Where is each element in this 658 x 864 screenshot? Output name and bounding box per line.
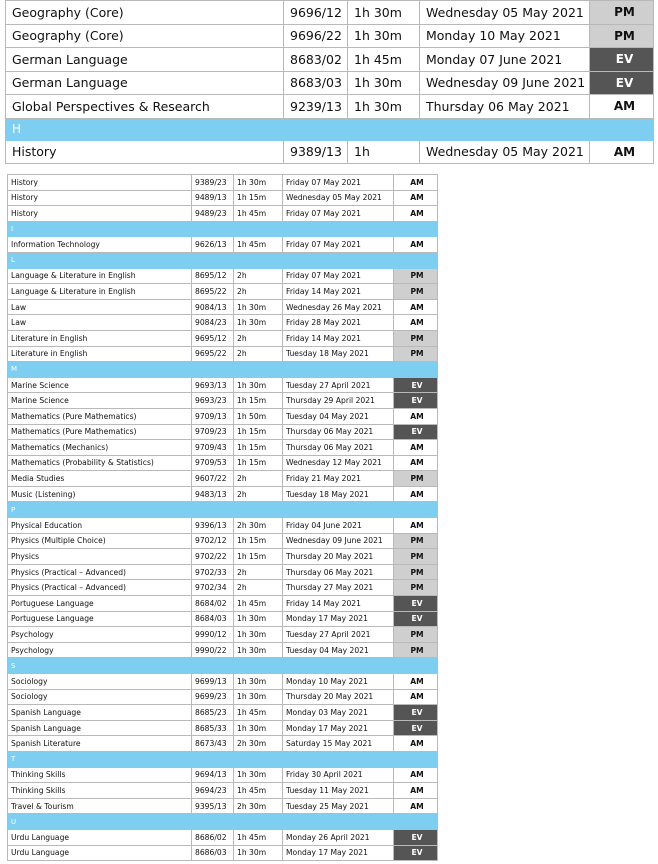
duration-cell: 2h <box>234 471 283 487</box>
section-letter: I <box>8 221 438 237</box>
duration-cell: 2h <box>234 268 283 284</box>
section-letter: L <box>8 252 438 268</box>
letter-section-header <box>8 814 438 830</box>
subject-cell: Thinking Skills <box>8 783 192 799</box>
exam-date-cell: Friday 30 April 2021 <box>283 767 394 783</box>
exam-date-cell: Friday 14 May 2021 <box>283 596 394 612</box>
exam-row <box>8 408 438 424</box>
duration-cell: 1h 45m <box>234 829 283 845</box>
exam-date-cell: Friday 14 May 2021 <box>283 330 394 346</box>
exam-timetable-zoomed <box>5 0 654 164</box>
component-code-cell: 9709/23 <box>192 424 234 440</box>
subject-cell: Urdu Language <box>8 845 192 861</box>
exam-row <box>8 596 438 612</box>
section-letter: H <box>6 118 654 140</box>
exam-row <box>6 24 654 48</box>
component-code-cell: 9696/12 <box>284 1 348 25</box>
exam-row <box>8 767 438 783</box>
exam-date-cell: Friday 07 May 2021 <box>283 206 394 222</box>
session-cell: EV <box>394 424 438 440</box>
duration-cell: 1h 30m <box>234 689 283 705</box>
subject-cell: Portuguese Language <box>8 596 192 612</box>
exam-date-cell: Friday 21 May 2021 <box>283 471 394 487</box>
component-code-cell: 8686/02 <box>192 829 234 845</box>
exam-date-cell: Thursday 06 May 2021 <box>283 424 394 440</box>
component-code-cell: 9709/43 <box>192 440 234 456</box>
exam-date-cell: Tuesday 11 May 2021 <box>283 783 394 799</box>
duration-cell: 1h 45m <box>234 206 283 222</box>
exam-row <box>8 783 438 799</box>
session-cell: PM <box>394 346 438 362</box>
exam-row <box>8 330 438 346</box>
subject-cell: Media Studies <box>8 471 192 487</box>
subject-cell: German Language <box>6 48 284 72</box>
component-code-cell: 9084/23 <box>192 315 234 331</box>
duration-cell: 1h 30m <box>234 627 283 643</box>
subject-cell: Literature in English <box>8 330 192 346</box>
exam-date-cell: Friday 07 May 2021 <box>283 237 394 253</box>
exam-row <box>8 346 438 362</box>
component-code-cell: 9389/23 <box>192 175 234 191</box>
section-letter: M <box>8 362 438 378</box>
session-cell: EV <box>394 705 438 721</box>
component-code-cell: 9084/13 <box>192 299 234 315</box>
exam-date-cell: Tuesday 18 May 2021 <box>283 346 394 362</box>
session-cell: EV <box>394 611 438 627</box>
subject-cell: History <box>6 140 284 164</box>
exam-row <box>8 533 438 549</box>
component-code-cell: 9389/13 <box>284 140 348 164</box>
exam-row <box>8 689 438 705</box>
duration-cell: 1h 45m <box>348 48 420 72</box>
component-code-cell: 8684/02 <box>192 596 234 612</box>
subject-cell: History <box>8 206 192 222</box>
component-code-cell: 9702/33 <box>192 564 234 580</box>
exam-row <box>8 705 438 721</box>
exam-date-cell: Monday 10 May 2021 <box>283 674 394 690</box>
duration-cell: 1h 45m <box>234 596 283 612</box>
duration-cell: 2h 30m <box>234 736 283 752</box>
component-code-cell: 9694/23 <box>192 783 234 799</box>
exam-date-cell: Monday 17 May 2021 <box>283 845 394 861</box>
subject-cell: Urdu Language <box>8 829 192 845</box>
subject-cell: Physics (Practical – Advanced) <box>8 564 192 580</box>
component-code-cell: 9693/13 <box>192 377 234 393</box>
duration-cell: 1h 30m <box>234 674 283 690</box>
section-letter: P <box>8 502 438 518</box>
exam-row <box>8 268 438 284</box>
exam-row <box>8 455 438 471</box>
exam-row <box>8 642 438 658</box>
exam-date-cell: Monday 07 June 2021 <box>420 48 590 72</box>
subject-cell: Portuguese Language <box>8 611 192 627</box>
duration-cell: 2h 30m <box>234 518 283 534</box>
session-cell: PM <box>394 268 438 284</box>
session-cell: EV <box>394 829 438 845</box>
subject-cell: Language & Literature in English <box>8 284 192 300</box>
component-code-cell: 9702/34 <box>192 580 234 596</box>
letter-section-header <box>8 252 438 268</box>
exam-date-cell: Tuesday 27 April 2021 <box>283 627 394 643</box>
duration-cell: 2h <box>234 346 283 362</box>
component-code-cell: 8673/43 <box>192 736 234 752</box>
exam-date-cell: Wednesday 05 May 2021 <box>420 1 590 25</box>
subject-cell: Geography (Core) <box>6 1 284 25</box>
session-cell: PM <box>394 330 438 346</box>
session-cell: AM <box>394 206 438 222</box>
component-code-cell: 9709/13 <box>192 408 234 424</box>
letter-section-header <box>8 751 438 767</box>
duration-cell: 1h 30m <box>348 24 420 48</box>
exam-date-cell: Thursday 20 May 2021 <box>283 549 394 565</box>
duration-cell: 1h 15m <box>234 424 283 440</box>
exam-row <box>8 190 438 206</box>
section-letter: U <box>8 814 438 830</box>
exam-row <box>8 798 438 814</box>
exam-row <box>8 845 438 861</box>
duration-cell: 1h 15m <box>234 440 283 456</box>
session-cell: AM <box>590 140 654 164</box>
exam-date-cell: Wednesday 09 June 2021 <box>420 71 590 95</box>
duration-cell: 1h 15m <box>234 533 283 549</box>
exam-row <box>8 549 438 565</box>
exam-date-cell: Friday 07 May 2021 <box>283 268 394 284</box>
component-code-cell: 9395/13 <box>192 798 234 814</box>
duration-cell: 1h 30m <box>234 315 283 331</box>
exam-row <box>8 486 438 502</box>
exam-row <box>8 284 438 300</box>
exam-date-cell: Thursday 06 May 2021 <box>420 95 590 119</box>
component-code-cell: 9702/12 <box>192 533 234 549</box>
duration-cell: 2h <box>234 564 283 580</box>
session-cell: PM <box>394 549 438 565</box>
session-cell: AM <box>394 455 438 471</box>
subject-cell: Psychology <box>8 642 192 658</box>
component-code-cell: 9990/22 <box>192 642 234 658</box>
exam-date-cell: Saturday 15 May 2021 <box>283 736 394 752</box>
session-cell: PM <box>394 642 438 658</box>
subject-cell: Literature in English <box>8 346 192 362</box>
session-cell: AM <box>394 175 438 191</box>
exam-row <box>8 611 438 627</box>
exam-date-cell: Monday 26 April 2021 <box>283 829 394 845</box>
exam-date-cell: Monday 03 May 2021 <box>283 705 394 721</box>
session-cell: AM <box>590 95 654 119</box>
session-cell: EV <box>394 845 438 861</box>
exam-row <box>8 237 438 253</box>
exam-date-cell: Monday 17 May 2021 <box>283 611 394 627</box>
exam-row <box>8 440 438 456</box>
subject-cell: History <box>8 175 192 191</box>
subject-cell: Music (Listening) <box>8 486 192 502</box>
subject-cell: Global Perspectives & Research <box>6 95 284 119</box>
component-code-cell: 9483/13 <box>192 486 234 502</box>
component-code-cell: 9699/13 <box>192 674 234 690</box>
duration-cell: 1h 30m <box>348 1 420 25</box>
session-cell: PM <box>590 24 654 48</box>
subject-cell: Law <box>8 315 192 331</box>
exam-date-cell: Thursday 20 May 2021 <box>283 689 394 705</box>
exam-row <box>8 377 438 393</box>
subject-cell: Physical Education <box>8 518 192 534</box>
exam-date-cell: Monday 17 May 2021 <box>283 720 394 736</box>
subject-cell: German Language <box>6 71 284 95</box>
exam-date-cell: Tuesday 18 May 2021 <box>283 486 394 502</box>
duration-cell: 1h 30m <box>234 767 283 783</box>
session-cell: PM <box>394 564 438 580</box>
session-cell: EV <box>394 596 438 612</box>
exam-row <box>8 736 438 752</box>
component-code-cell: 9696/22 <box>284 24 348 48</box>
session-cell: AM <box>394 299 438 315</box>
exam-row <box>8 393 438 409</box>
session-cell: AM <box>394 190 438 206</box>
exam-date-cell: Tuesday 04 May 2021 <box>283 642 394 658</box>
session-cell: PM <box>394 533 438 549</box>
session-cell: PM <box>394 627 438 643</box>
session-cell: AM <box>394 798 438 814</box>
duration-cell: 1h 50m <box>234 408 283 424</box>
duration-cell: 1h 30m <box>348 95 420 119</box>
component-code-cell: 9990/12 <box>192 627 234 643</box>
component-code-cell: 9699/23 <box>192 689 234 705</box>
section-letter: T <box>8 751 438 767</box>
duration-cell: 1h 30m <box>348 71 420 95</box>
subject-cell: Physics (Practical – Advanced) <box>8 580 192 596</box>
duration-cell: 2h <box>234 284 283 300</box>
exam-row <box>8 720 438 736</box>
session-cell: AM <box>394 689 438 705</box>
subject-cell: Spanish Language <box>8 720 192 736</box>
duration-cell: 1h 30m <box>234 377 283 393</box>
exam-date-cell: Friday 28 May 2021 <box>283 315 394 331</box>
session-cell: AM <box>394 237 438 253</box>
duration-cell: 1h 30m <box>234 720 283 736</box>
duration-cell: 2h <box>234 486 283 502</box>
component-code-cell: 9489/13 <box>192 190 234 206</box>
component-code-cell: 9695/22 <box>192 346 234 362</box>
session-cell: AM <box>394 440 438 456</box>
exam-date-cell: Tuesday 04 May 2021 <box>283 408 394 424</box>
exam-row <box>6 71 654 95</box>
component-code-cell: 9239/13 <box>284 95 348 119</box>
exam-row <box>8 829 438 845</box>
letter-section-header <box>8 221 438 237</box>
duration-cell: 1h 30m <box>234 611 283 627</box>
session-cell: EV <box>394 377 438 393</box>
component-code-cell: 9709/53 <box>192 455 234 471</box>
exam-row <box>8 206 438 222</box>
exam-row <box>8 175 438 191</box>
exam-row <box>8 518 438 534</box>
subject-cell: Language & Literature in English <box>8 268 192 284</box>
exam-date-cell: Thursday 06 May 2021 <box>283 440 394 456</box>
session-cell: AM <box>394 408 438 424</box>
subject-cell: Sociology <box>8 674 192 690</box>
subject-cell: Physics <box>8 549 192 565</box>
duration-cell: 2h 30m <box>234 798 283 814</box>
exam-date-cell: Thursday 27 May 2021 <box>283 580 394 596</box>
duration-cell: 1h 30m <box>234 845 283 861</box>
duration-cell: 2h <box>234 330 283 346</box>
session-cell: AM <box>394 518 438 534</box>
exam-row <box>8 424 438 440</box>
component-code-cell: 8683/02 <box>284 48 348 72</box>
subject-cell: Law <box>8 299 192 315</box>
exam-timetable <box>7 174 438 861</box>
subject-cell: Marine Science <box>8 377 192 393</box>
subject-cell: History <box>8 190 192 206</box>
subject-cell: Mathematics (Mechanics) <box>8 440 192 456</box>
exam-row <box>6 48 654 72</box>
subject-cell: Mathematics (Pure Mathematics) <box>8 408 192 424</box>
session-cell: EV <box>590 71 654 95</box>
session-cell: PM <box>394 580 438 596</box>
exam-date-cell: Friday 14 May 2021 <box>283 284 394 300</box>
duration-cell: 1h 15m <box>234 549 283 565</box>
subject-cell: Travel & Tourism <box>8 798 192 814</box>
subject-cell: Physics (Multiple Choice) <box>8 533 192 549</box>
exam-row <box>8 674 438 690</box>
subject-cell: Spanish Language <box>8 705 192 721</box>
session-cell: EV <box>394 720 438 736</box>
session-cell: PM <box>394 471 438 487</box>
component-code-cell: 9396/13 <box>192 518 234 534</box>
duration-cell: 1h 15m <box>234 190 283 206</box>
duration-cell: 1h <box>348 140 420 164</box>
exam-date-cell: Thursday 06 May 2021 <box>283 564 394 580</box>
exam-row <box>8 564 438 580</box>
session-cell: PM <box>590 1 654 25</box>
duration-cell: 1h 30m <box>234 299 283 315</box>
component-code-cell: 9694/13 <box>192 767 234 783</box>
session-cell: AM <box>394 783 438 799</box>
component-code-cell: 8686/03 <box>192 845 234 861</box>
component-code-cell: 9607/22 <box>192 471 234 487</box>
subject-cell: Information Technology <box>8 237 192 253</box>
exam-date-cell: Tuesday 25 May 2021 <box>283 798 394 814</box>
exam-date-cell: Wednesday 12 May 2021 <box>283 455 394 471</box>
session-cell: AM <box>394 767 438 783</box>
subject-cell: Geography (Core) <box>6 24 284 48</box>
letter-section-header <box>8 502 438 518</box>
exam-date-cell: Tuesday 27 April 2021 <box>283 377 394 393</box>
component-code-cell: 9702/22 <box>192 549 234 565</box>
exam-row <box>8 315 438 331</box>
duration-cell: 1h 30m <box>234 175 283 191</box>
exam-row <box>6 95 654 119</box>
session-cell: EV <box>394 393 438 409</box>
session-cell: AM <box>394 736 438 752</box>
exam-date-cell: Friday 07 May 2021 <box>283 175 394 191</box>
exam-date-cell: Thursday 29 April 2021 <box>283 393 394 409</box>
duration-cell: 2h <box>234 580 283 596</box>
duration-cell: 1h 45m <box>234 705 283 721</box>
subject-cell: Marine Science <box>8 393 192 409</box>
component-code-cell: 9693/23 <box>192 393 234 409</box>
exam-date-cell: Wednesday 09 June 2021 <box>283 533 394 549</box>
exam-row <box>8 627 438 643</box>
section-letter: S <box>8 658 438 674</box>
duration-cell: 1h 15m <box>234 393 283 409</box>
exam-date-cell: Wednesday 05 May 2021 <box>420 140 590 164</box>
exam-date-cell: Wednesday 05 May 2021 <box>283 190 394 206</box>
component-code-cell: 8695/12 <box>192 268 234 284</box>
subject-cell: Psychology <box>8 627 192 643</box>
component-code-cell: 9489/23 <box>192 206 234 222</box>
exam-row <box>6 1 654 25</box>
session-cell: AM <box>394 674 438 690</box>
duration-cell: 1h 30m <box>234 642 283 658</box>
exam-row <box>8 299 438 315</box>
session-cell: AM <box>394 315 438 331</box>
exam-date-cell: Monday 10 May 2021 <box>420 24 590 48</box>
exam-row <box>6 140 654 164</box>
session-cell: AM <box>394 486 438 502</box>
duration-cell: 1h 45m <box>234 237 283 253</box>
letter-section-header <box>8 362 438 378</box>
exam-row <box>8 471 438 487</box>
session-cell: EV <box>590 48 654 72</box>
subject-cell: Mathematics (Pure Mathematics) <box>8 424 192 440</box>
subject-cell: Mathematics (Probability & Statistics) <box>8 455 192 471</box>
exam-row <box>8 580 438 596</box>
letter-section-header <box>6 118 654 140</box>
subject-cell: Spanish Literature <box>8 736 192 752</box>
component-code-cell: 9626/13 <box>192 237 234 253</box>
component-code-cell: 8695/22 <box>192 284 234 300</box>
exam-date-cell: Wednesday 26 May 2021 <box>283 299 394 315</box>
duration-cell: 1h 15m <box>234 455 283 471</box>
component-code-cell: 9695/12 <box>192 330 234 346</box>
component-code-cell: 8685/33 <box>192 720 234 736</box>
subject-cell: Sociology <box>8 689 192 705</box>
component-code-cell: 8685/23 <box>192 705 234 721</box>
component-code-cell: 8683/03 <box>284 71 348 95</box>
component-code-cell: 8684/03 <box>192 611 234 627</box>
subject-cell: Thinking Skills <box>8 767 192 783</box>
duration-cell: 1h 45m <box>234 783 283 799</box>
session-cell: PM <box>394 284 438 300</box>
exam-date-cell: Friday 04 June 2021 <box>283 518 394 534</box>
letter-section-header <box>8 658 438 674</box>
